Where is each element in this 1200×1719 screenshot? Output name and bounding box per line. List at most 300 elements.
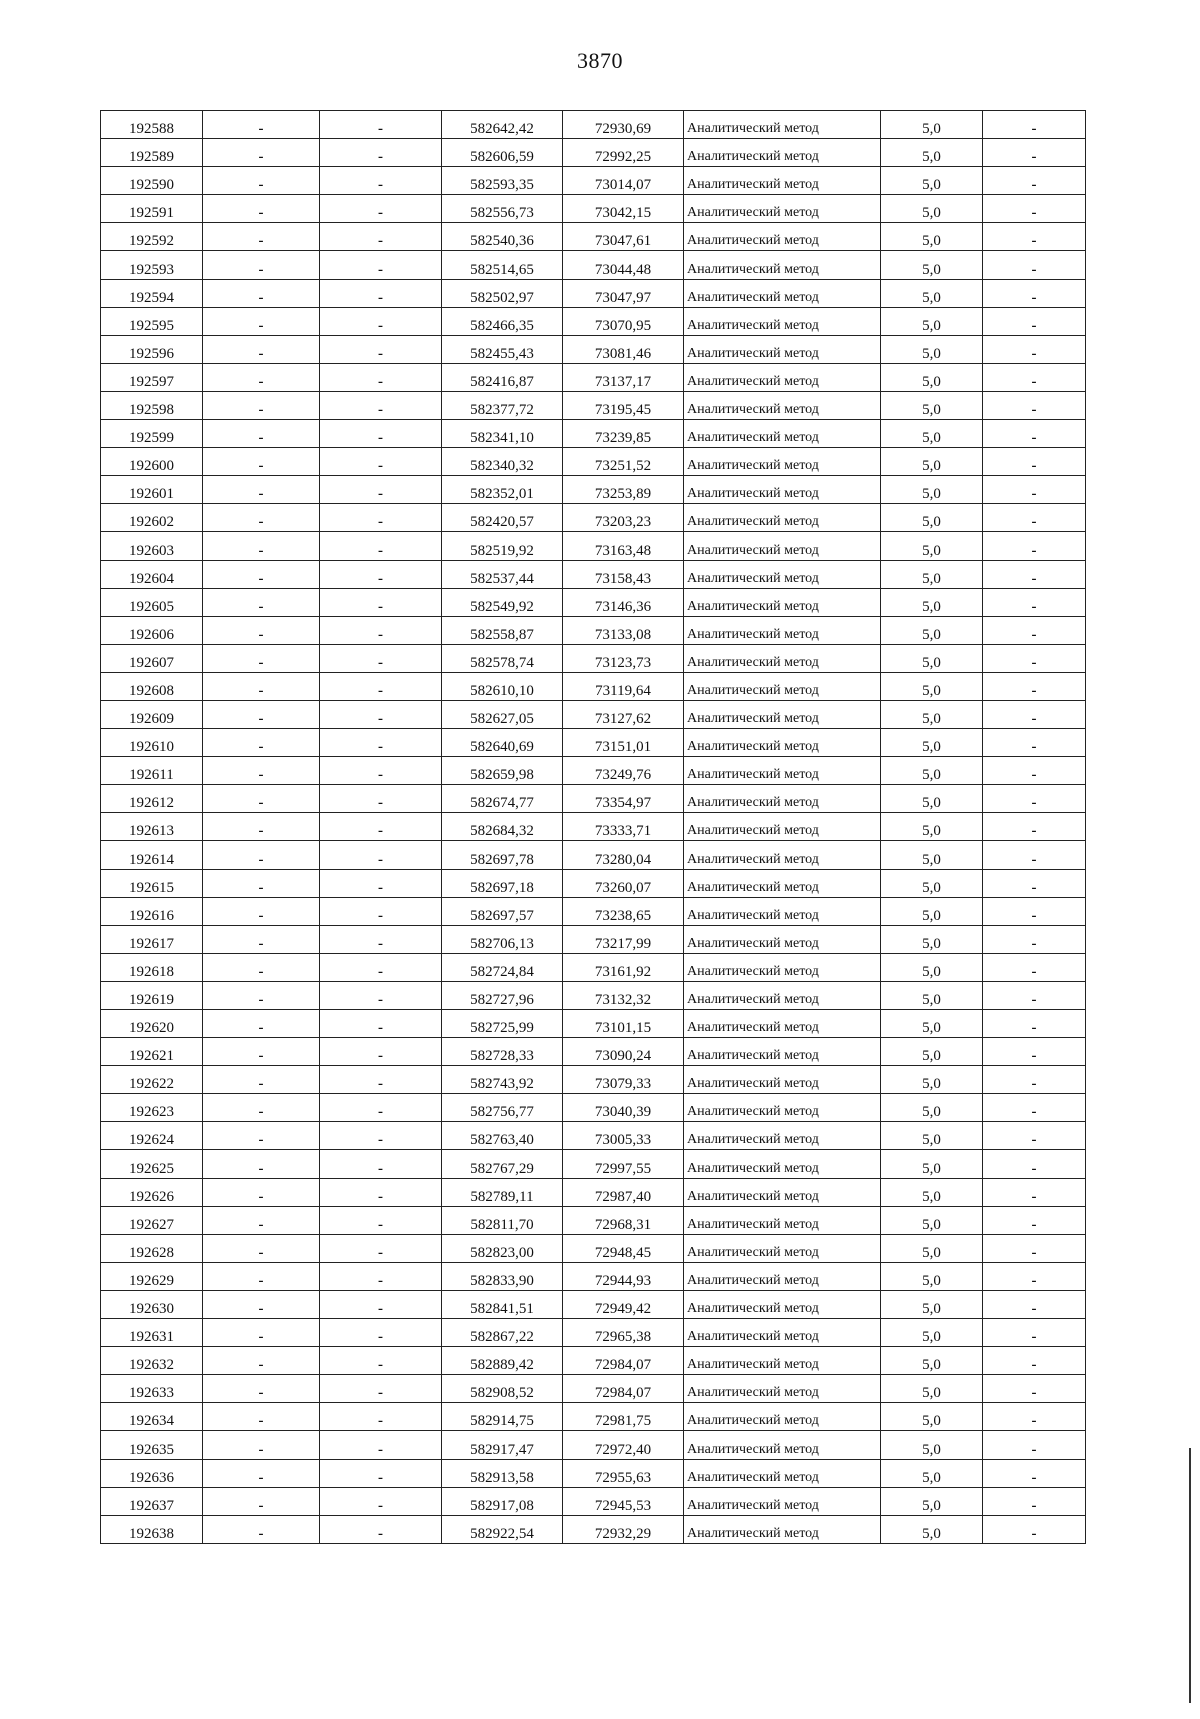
y-coordinate-cell: 73158,43 (563, 560, 684, 588)
point-number-cell: 192608 (101, 672, 203, 700)
accuracy-cell: 5,0 (881, 672, 983, 700)
dash-cell-b: - (320, 504, 442, 532)
table-row (101, 1487, 1086, 1515)
dash-cell-b: - (320, 1150, 442, 1178)
dash-cell-a: - (203, 1066, 320, 1094)
dash-cell-b: - (320, 279, 442, 307)
point-number-cell: 192627 (101, 1206, 203, 1234)
point-number-cell: 192633 (101, 1375, 203, 1403)
accuracy-cell: 5,0 (881, 335, 983, 363)
y-coordinate-cell: 73195,45 (563, 391, 684, 419)
dash-cell-b: - (320, 1403, 442, 1431)
y-coordinate-cell: 73127,62 (563, 700, 684, 728)
table-row (101, 420, 1086, 448)
dash-cell-a: - (203, 588, 320, 616)
dash-cell-c: - (983, 1150, 1086, 1178)
y-coordinate-cell: 72968,31 (563, 1206, 684, 1234)
y-coordinate-cell: 73119,64 (563, 672, 684, 700)
table-row (101, 757, 1086, 785)
dash-cell-b: - (320, 1122, 442, 1150)
method-cell: Аналитический метод (684, 1403, 881, 1431)
method-cell: Аналитический метод (684, 1206, 881, 1234)
dash-cell-a: - (203, 532, 320, 560)
x-coordinate-cell: 582756,77 (442, 1094, 563, 1122)
method-cell: Аналитический метод (684, 476, 881, 504)
accuracy-cell: 5,0 (881, 1403, 983, 1431)
point-number-cell: 192594 (101, 279, 203, 307)
point-number-cell: 192591 (101, 195, 203, 223)
accuracy-cell: 5,0 (881, 420, 983, 448)
x-coordinate-cell: 582606,59 (442, 139, 563, 167)
y-coordinate-cell: 73151,01 (563, 729, 684, 757)
x-coordinate-cell: 582697,57 (442, 897, 563, 925)
point-number-cell: 192613 (101, 813, 203, 841)
method-cell: Аналитический метод (684, 588, 881, 616)
x-coordinate-cell: 582466,35 (442, 307, 563, 335)
dash-cell-b: - (320, 841, 442, 869)
dash-cell-c: - (983, 588, 1086, 616)
point-number-cell: 192615 (101, 869, 203, 897)
method-cell: Аналитический метод (684, 504, 881, 532)
x-coordinate-cell: 582610,10 (442, 672, 563, 700)
y-coordinate-cell: 73133,08 (563, 616, 684, 644)
table-row (101, 167, 1086, 195)
dash-cell-b: - (320, 1178, 442, 1206)
x-coordinate-cell: 582420,57 (442, 504, 563, 532)
dash-cell-a: - (203, 1403, 320, 1431)
y-coordinate-cell: 73146,36 (563, 588, 684, 616)
accuracy-cell: 5,0 (881, 251, 983, 279)
accuracy-cell: 5,0 (881, 279, 983, 307)
dash-cell-b: - (320, 476, 442, 504)
method-cell: Аналитический метод (684, 672, 881, 700)
point-number-cell: 192617 (101, 925, 203, 953)
dash-cell-a: - (203, 1010, 320, 1038)
y-coordinate-cell: 72984,07 (563, 1347, 684, 1375)
dash-cell-c: - (983, 672, 1086, 700)
dash-cell-b: - (320, 1431, 442, 1459)
dash-cell-b: - (320, 1319, 442, 1347)
dash-cell-a: - (203, 1150, 320, 1178)
y-coordinate-cell: 73249,76 (563, 757, 684, 785)
table-row (101, 504, 1086, 532)
accuracy-cell: 5,0 (881, 223, 983, 251)
table-row (101, 644, 1086, 672)
x-coordinate-cell: 582697,18 (442, 869, 563, 897)
point-number-cell: 192618 (101, 953, 203, 981)
x-coordinate-cell: 582502,97 (442, 279, 563, 307)
table-row (101, 1319, 1086, 1347)
x-coordinate-cell: 582558,87 (442, 616, 563, 644)
table-row (101, 251, 1086, 279)
x-coordinate-cell: 582697,78 (442, 841, 563, 869)
dash-cell-b: - (320, 335, 442, 363)
y-coordinate-cell: 72972,40 (563, 1431, 684, 1459)
y-coordinate-cell: 72955,63 (563, 1459, 684, 1487)
point-number-cell: 192636 (101, 1459, 203, 1487)
method-cell: Аналитический метод (684, 1319, 881, 1347)
dash-cell-a: - (203, 1206, 320, 1234)
dash-cell-c: - (983, 841, 1086, 869)
table-row (101, 1094, 1086, 1122)
y-coordinate-cell: 72932,29 (563, 1515, 684, 1543)
y-coordinate-cell: 73047,61 (563, 223, 684, 251)
dash-cell-a: - (203, 644, 320, 672)
dash-cell-b: - (320, 729, 442, 757)
x-coordinate-cell: 582642,42 (442, 111, 563, 139)
method-cell: Аналитический метод (684, 1375, 881, 1403)
table-row (101, 813, 1086, 841)
dash-cell-b: - (320, 785, 442, 813)
accuracy-cell: 5,0 (881, 448, 983, 476)
table-row (101, 1403, 1086, 1431)
point-number-cell: 192590 (101, 167, 203, 195)
method-cell: Аналитический метод (684, 195, 881, 223)
x-coordinate-cell: 582593,35 (442, 167, 563, 195)
table-row (101, 448, 1086, 476)
dash-cell-b: - (320, 1375, 442, 1403)
dash-cell-a: - (203, 307, 320, 335)
table-row (101, 869, 1086, 897)
y-coordinate-cell: 73203,23 (563, 504, 684, 532)
x-coordinate-cell: 582823,00 (442, 1234, 563, 1262)
dash-cell-c: - (983, 981, 1086, 1009)
point-number-cell: 192611 (101, 757, 203, 785)
method-cell: Аналитический метод (684, 111, 881, 139)
table-row (101, 560, 1086, 588)
x-coordinate-cell: 582811,70 (442, 1206, 563, 1234)
dash-cell-b: - (320, 953, 442, 981)
method-cell: Аналитический метод (684, 616, 881, 644)
x-coordinate-cell: 582556,73 (442, 195, 563, 223)
dash-cell-a: - (203, 616, 320, 644)
point-number-cell: 192632 (101, 1347, 203, 1375)
point-number-cell: 192597 (101, 363, 203, 391)
method-cell: Аналитический метод (684, 1262, 881, 1290)
dash-cell-a: - (203, 167, 320, 195)
dash-cell-a: - (203, 195, 320, 223)
dash-cell-c: - (983, 1038, 1086, 1066)
dash-cell-b: - (320, 1262, 442, 1290)
y-coordinate-cell: 73280,04 (563, 841, 684, 869)
y-coordinate-cell: 73132,32 (563, 981, 684, 1009)
method-cell: Аналитический метод (684, 139, 881, 167)
dash-cell-a: - (203, 476, 320, 504)
method-cell: Аналитический метод (684, 1487, 881, 1515)
point-number-cell: 192619 (101, 981, 203, 1009)
point-number-cell: 192603 (101, 532, 203, 560)
dash-cell-b: - (320, 1515, 442, 1543)
dash-cell-a: - (203, 813, 320, 841)
method-cell: Аналитический метод (684, 757, 881, 785)
accuracy-cell: 5,0 (881, 391, 983, 419)
dash-cell-c: - (983, 925, 1086, 953)
point-number-cell: 192609 (101, 700, 203, 728)
dash-cell-b: - (320, 813, 442, 841)
dash-cell-c: - (983, 1290, 1086, 1318)
accuracy-cell: 5,0 (881, 757, 983, 785)
method-cell: Аналитический метод (684, 1234, 881, 1262)
table-row (101, 1206, 1086, 1234)
dash-cell-b: - (320, 363, 442, 391)
point-number-cell: 192621 (101, 1038, 203, 1066)
table-row (101, 195, 1086, 223)
table-row (101, 532, 1086, 560)
edge-rule (1189, 1448, 1191, 1703)
y-coordinate-cell: 73260,07 (563, 869, 684, 897)
dash-cell-a: - (203, 223, 320, 251)
method-cell: Аналитический метод (684, 363, 881, 391)
table-row (101, 1150, 1086, 1178)
method-cell: Аналитический метод (684, 1347, 881, 1375)
dash-cell-a: - (203, 1234, 320, 1262)
point-number-cell: 192602 (101, 504, 203, 532)
method-cell: Аналитический метод (684, 391, 881, 419)
x-coordinate-cell: 582922,54 (442, 1515, 563, 1543)
x-coordinate-cell: 582549,92 (442, 588, 563, 616)
x-coordinate-cell: 582833,90 (442, 1262, 563, 1290)
table-row (101, 953, 1086, 981)
point-number-cell: 192638 (101, 1515, 203, 1543)
accuracy-cell: 5,0 (881, 560, 983, 588)
x-coordinate-cell: 582789,11 (442, 1178, 563, 1206)
point-number-cell: 192606 (101, 616, 203, 644)
point-number-cell: 192600 (101, 448, 203, 476)
x-coordinate-cell: 582455,43 (442, 335, 563, 363)
dash-cell-a: - (203, 139, 320, 167)
point-number-cell: 192595 (101, 307, 203, 335)
dash-cell-a: - (203, 1375, 320, 1403)
accuracy-cell: 5,0 (881, 1178, 983, 1206)
accuracy-cell: 5,0 (881, 1094, 983, 1122)
method-cell: Аналитический метод (684, 700, 881, 728)
y-coordinate-cell: 73005,33 (563, 1122, 684, 1150)
dash-cell-c: - (983, 1375, 1086, 1403)
dash-cell-c: - (983, 1262, 1086, 1290)
dash-cell-a: - (203, 897, 320, 925)
method-cell: Аналитический метод (684, 1010, 881, 1038)
dash-cell-a: - (203, 1487, 320, 1515)
method-cell: Аналитический метод (684, 167, 881, 195)
dash-cell-c: - (983, 448, 1086, 476)
y-coordinate-cell: 73333,71 (563, 813, 684, 841)
x-coordinate-cell: 582341,10 (442, 420, 563, 448)
dash-cell-b: - (320, 251, 442, 279)
x-coordinate-cell: 582763,40 (442, 1122, 563, 1150)
dash-cell-c: - (983, 1234, 1086, 1262)
dash-cell-a: - (203, 1178, 320, 1206)
x-coordinate-cell: 582917,47 (442, 1431, 563, 1459)
x-coordinate-cell: 582867,22 (442, 1319, 563, 1347)
accuracy-cell: 5,0 (881, 111, 983, 139)
method-cell: Аналитический метод (684, 1431, 881, 1459)
accuracy-cell: 5,0 (881, 532, 983, 560)
y-coordinate-cell: 73251,52 (563, 448, 684, 476)
dash-cell-a: - (203, 757, 320, 785)
dash-cell-a: - (203, 1515, 320, 1543)
y-coordinate-cell: 72987,40 (563, 1178, 684, 1206)
x-coordinate-cell: 582917,08 (442, 1487, 563, 1515)
method-cell: Аналитический метод (684, 251, 881, 279)
dash-cell-c: - (983, 195, 1086, 223)
accuracy-cell: 5,0 (881, 1262, 983, 1290)
method-cell: Аналитический метод (684, 1038, 881, 1066)
dash-cell-c: - (983, 335, 1086, 363)
table-row (101, 1038, 1086, 1066)
y-coordinate-cell: 73253,89 (563, 476, 684, 504)
table-row (101, 223, 1086, 251)
table-row (101, 785, 1086, 813)
x-coordinate-cell: 582416,87 (442, 363, 563, 391)
dash-cell-b: - (320, 644, 442, 672)
accuracy-cell: 5,0 (881, 1290, 983, 1318)
method-cell: Аналитический метод (684, 925, 881, 953)
accuracy-cell: 5,0 (881, 1234, 983, 1262)
point-number-cell: 192634 (101, 1403, 203, 1431)
x-coordinate-cell: 582724,84 (442, 953, 563, 981)
accuracy-cell: 5,0 (881, 307, 983, 335)
coordinates-table (100, 110, 1086, 1544)
y-coordinate-cell: 73042,15 (563, 195, 684, 223)
dash-cell-b: - (320, 588, 442, 616)
accuracy-cell: 5,0 (881, 476, 983, 504)
dash-cell-a: - (203, 869, 320, 897)
dash-cell-b: - (320, 1038, 442, 1066)
y-coordinate-cell: 72997,55 (563, 1150, 684, 1178)
accuracy-cell: 5,0 (881, 1010, 983, 1038)
method-cell: Аналитический метод (684, 729, 881, 757)
accuracy-cell: 5,0 (881, 504, 983, 532)
dash-cell-a: - (203, 700, 320, 728)
dash-cell-a: - (203, 504, 320, 532)
y-coordinate-cell: 73217,99 (563, 925, 684, 953)
accuracy-cell: 5,0 (881, 1431, 983, 1459)
x-coordinate-cell: 582640,69 (442, 729, 563, 757)
y-coordinate-cell: 73081,46 (563, 335, 684, 363)
dash-cell-c: - (983, 1122, 1086, 1150)
accuracy-cell: 5,0 (881, 953, 983, 981)
y-coordinate-cell: 72981,75 (563, 1403, 684, 1431)
x-coordinate-cell: 582914,75 (442, 1403, 563, 1431)
table-row (101, 1066, 1086, 1094)
dash-cell-a: - (203, 785, 320, 813)
point-number-cell: 192612 (101, 785, 203, 813)
dash-cell-a: - (203, 391, 320, 419)
x-coordinate-cell: 582519,92 (442, 532, 563, 560)
dash-cell-b: - (320, 195, 442, 223)
dash-cell-c: - (983, 616, 1086, 644)
dash-cell-a: - (203, 1459, 320, 1487)
method-cell: Аналитический метод (684, 869, 881, 897)
x-coordinate-cell: 582578,74 (442, 644, 563, 672)
method-cell: Аналитический метод (684, 1515, 881, 1543)
table-row (101, 1347, 1086, 1375)
dash-cell-c: - (983, 1010, 1086, 1038)
dash-cell-a: - (203, 363, 320, 391)
method-cell: Аналитический метод (684, 897, 881, 925)
accuracy-cell: 5,0 (881, 841, 983, 869)
dash-cell-c: - (983, 1459, 1086, 1487)
table-row (101, 672, 1086, 700)
accuracy-cell: 5,0 (881, 869, 983, 897)
y-coordinate-cell: 73047,97 (563, 279, 684, 307)
method-cell: Аналитический метод (684, 420, 881, 448)
point-number-cell: 192588 (101, 111, 203, 139)
table-row (101, 1122, 1086, 1150)
dash-cell-a: - (203, 420, 320, 448)
dash-cell-c: - (983, 391, 1086, 419)
dash-cell-c: - (983, 1206, 1086, 1234)
method-cell: Аналитический метод (684, 307, 881, 335)
dash-cell-a: - (203, 251, 320, 279)
dash-cell-c: - (983, 560, 1086, 588)
point-number-cell: 192625 (101, 1150, 203, 1178)
y-coordinate-cell: 73239,85 (563, 420, 684, 448)
method-cell: Аналитический метод (684, 644, 881, 672)
y-coordinate-cell: 72949,42 (563, 1290, 684, 1318)
y-coordinate-cell: 73238,65 (563, 897, 684, 925)
dash-cell-c: - (983, 644, 1086, 672)
y-coordinate-cell: 73070,95 (563, 307, 684, 335)
x-coordinate-cell: 582352,01 (442, 476, 563, 504)
point-number-cell: 192604 (101, 560, 203, 588)
y-coordinate-cell: 73014,07 (563, 167, 684, 195)
dash-cell-c: - (983, 111, 1086, 139)
accuracy-cell: 5,0 (881, 785, 983, 813)
table-row (101, 1010, 1086, 1038)
dash-cell-c: - (983, 869, 1086, 897)
accuracy-cell: 5,0 (881, 925, 983, 953)
y-coordinate-cell: 72984,07 (563, 1375, 684, 1403)
y-coordinate-cell: 72992,25 (563, 139, 684, 167)
x-coordinate-cell: 582674,77 (442, 785, 563, 813)
y-coordinate-cell: 73040,39 (563, 1094, 684, 1122)
table-body (101, 111, 1086, 1544)
dash-cell-a: - (203, 925, 320, 953)
table-row (101, 1262, 1086, 1290)
point-number-cell: 192623 (101, 1094, 203, 1122)
dash-cell-b: - (320, 1234, 442, 1262)
dash-cell-a: - (203, 1290, 320, 1318)
accuracy-cell: 5,0 (881, 700, 983, 728)
point-number-cell: 192607 (101, 644, 203, 672)
point-number-cell: 192616 (101, 897, 203, 925)
dash-cell-b: - (320, 223, 442, 251)
x-coordinate-cell: 582514,65 (442, 251, 563, 279)
point-number-cell: 192630 (101, 1290, 203, 1318)
method-cell: Аналитический метод (684, 953, 881, 981)
method-cell: Аналитический метод (684, 785, 881, 813)
point-number-cell: 192620 (101, 1010, 203, 1038)
dash-cell-a: - (203, 1122, 320, 1150)
x-coordinate-cell: 582537,44 (442, 560, 563, 588)
table-row (101, 1459, 1086, 1487)
accuracy-cell: 5,0 (881, 897, 983, 925)
accuracy-cell: 5,0 (881, 195, 983, 223)
method-cell: Аналитический метод (684, 335, 881, 363)
point-number-cell: 192598 (101, 391, 203, 419)
x-coordinate-cell: 582540,36 (442, 223, 563, 251)
accuracy-cell: 5,0 (881, 1515, 983, 1543)
dash-cell-c: - (983, 897, 1086, 925)
dash-cell-c: - (983, 813, 1086, 841)
x-coordinate-cell: 582743,92 (442, 1066, 563, 1094)
y-coordinate-cell: 73163,48 (563, 532, 684, 560)
table-row (101, 925, 1086, 953)
method-cell: Аналитический метод (684, 1178, 881, 1206)
dash-cell-b: - (320, 420, 442, 448)
method-cell: Аналитический метод (684, 1122, 881, 1150)
